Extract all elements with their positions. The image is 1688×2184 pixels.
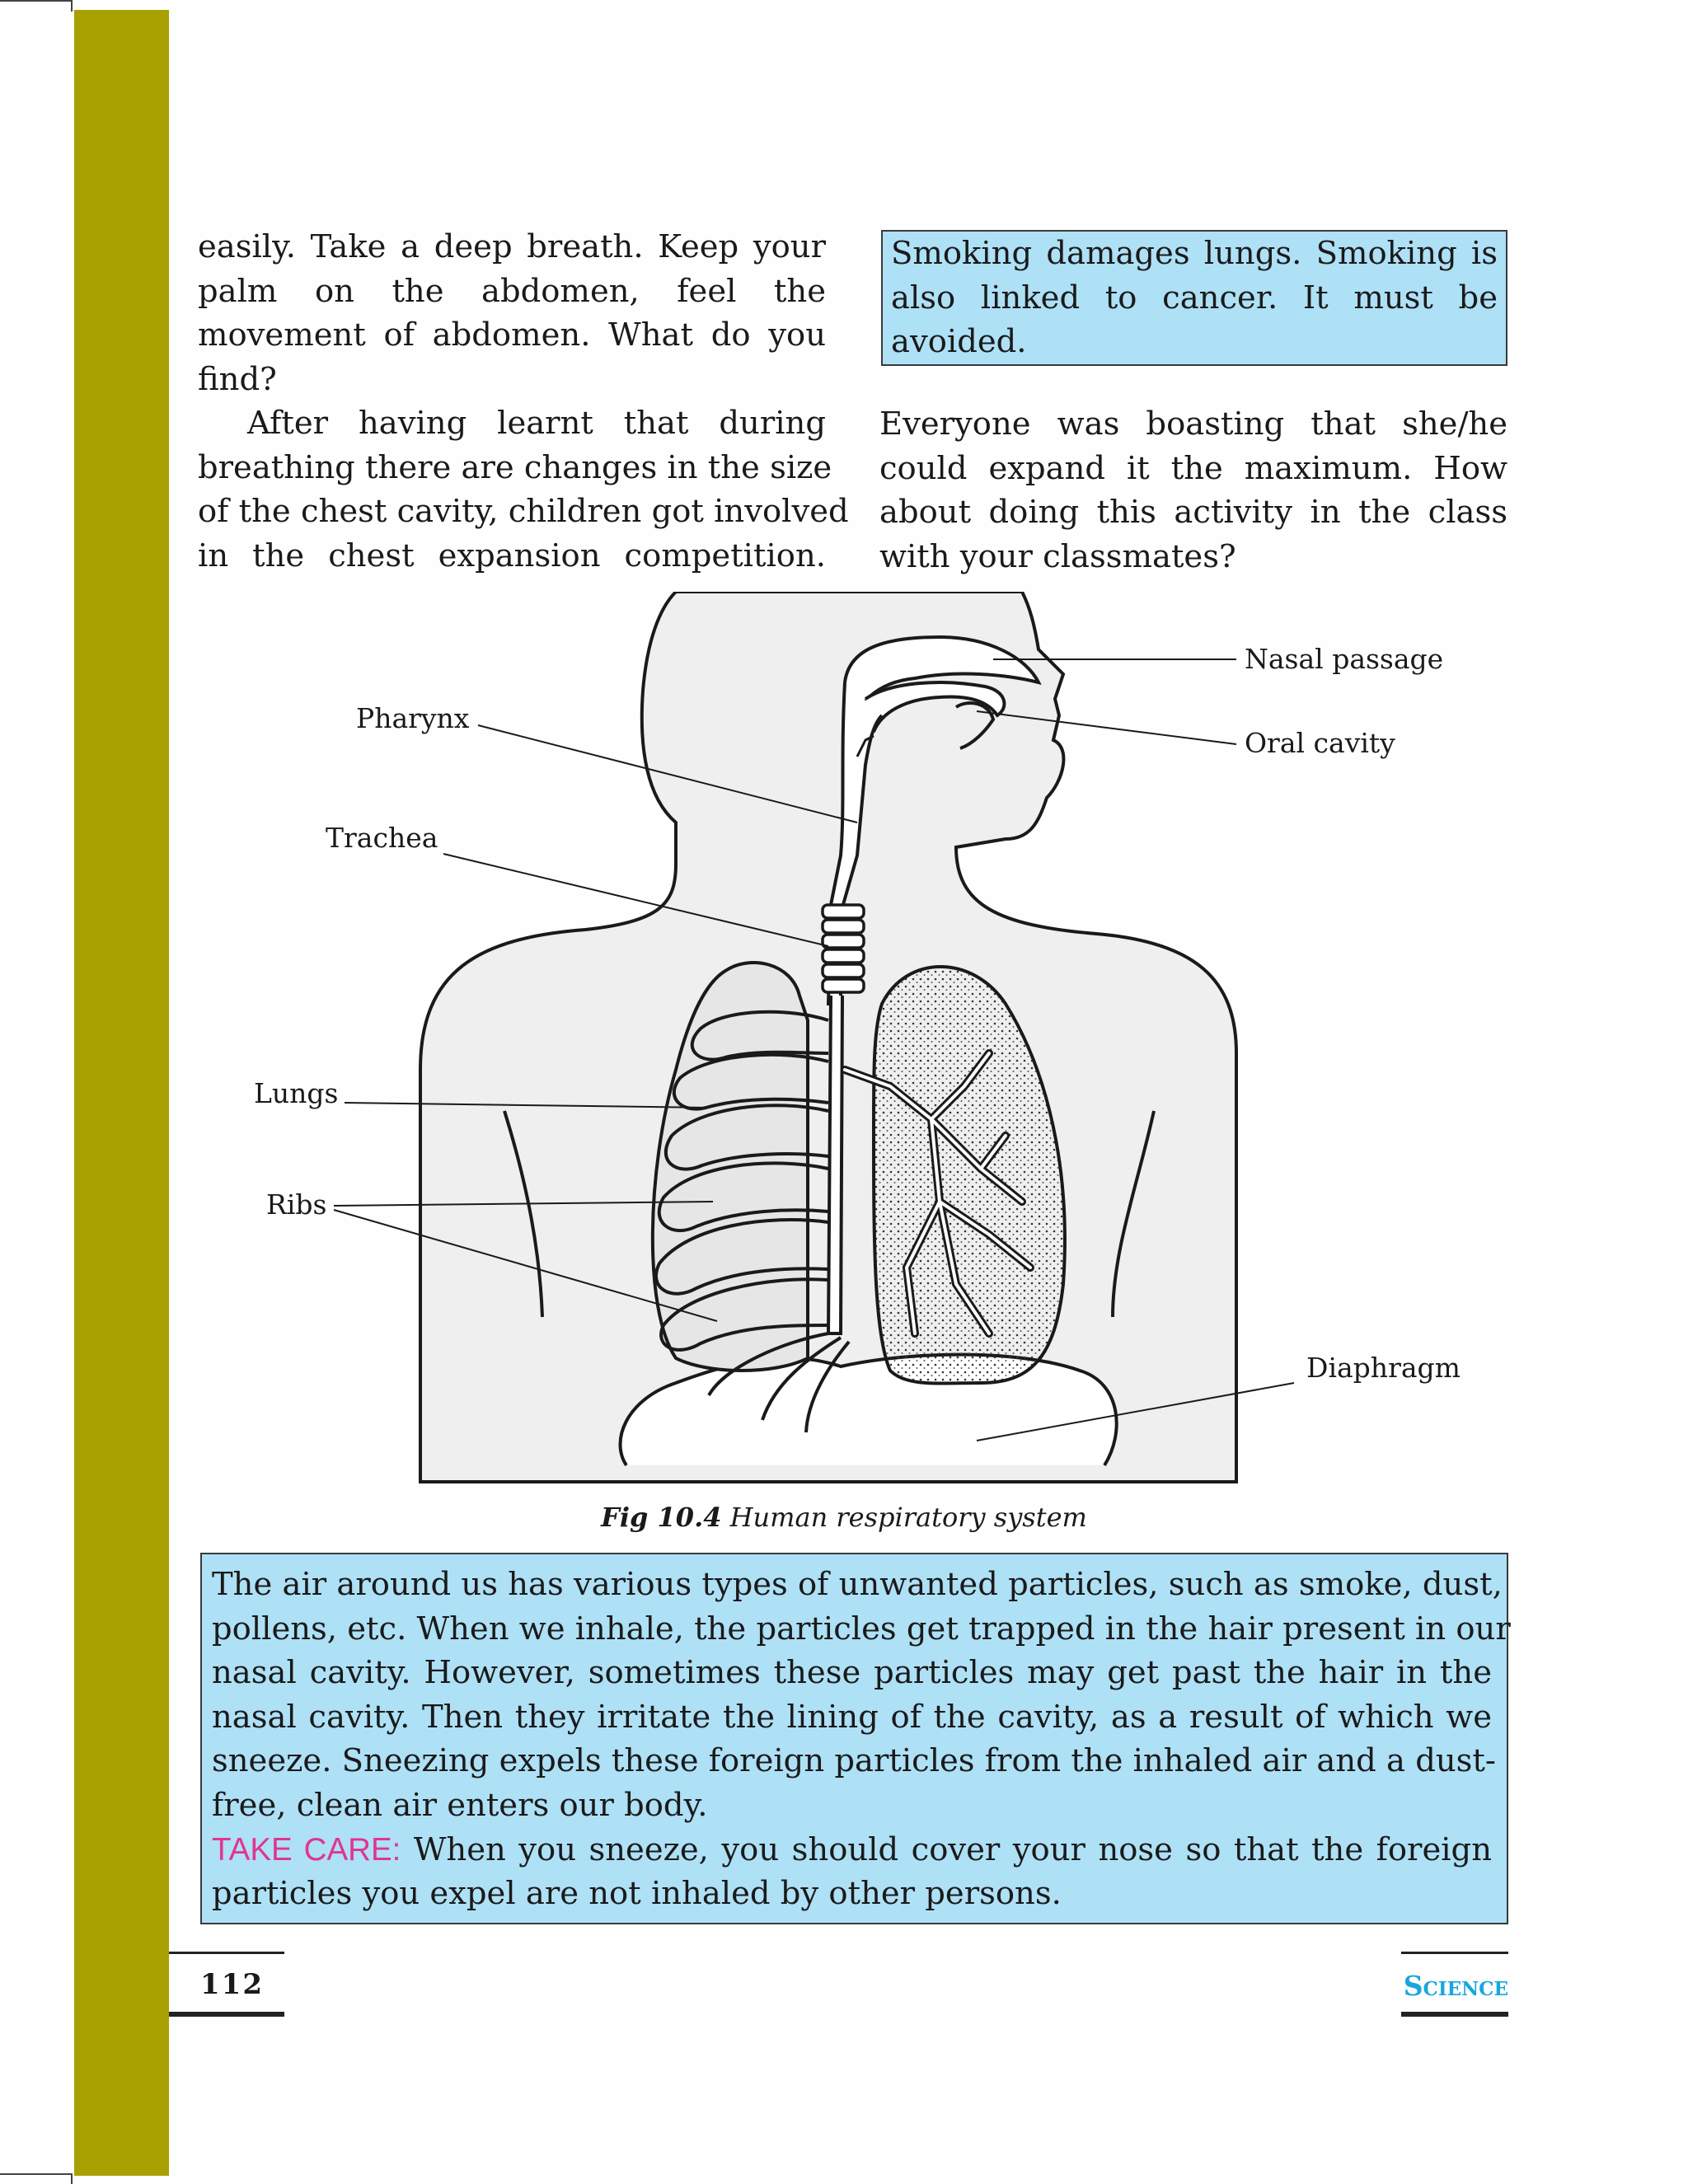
trachea-rings [823,905,864,992]
footer-rule-top-right [1401,1952,1508,1954]
label-diaphragm: Diaphragm [1306,1352,1461,1384]
label-oral-cavity: Oral cavity [1245,727,1395,759]
text-line: could expand it the maximum. How [879,449,1507,487]
figure-caption [0,1502,1688,1533]
paragraph [198,401,849,578]
text-line: about doing this activity in the class [879,494,1507,531]
text-line: Smoking damages lungs. Smoking is [891,235,1498,272]
left-column [198,225,849,578]
page-number: 112 [200,1968,264,2001]
label-nasal-passage: Nasal passage [1245,643,1444,675]
text-line: easily. Take a deep breath. Keep your [198,228,826,265]
footer-rule-top-left [169,1952,284,1954]
figure-caption-text: Human respiratory system [721,1502,1087,1533]
label-pharynx: Pharynx [356,702,470,734]
text-line: palm on the abdomen, feel the [198,272,826,310]
side-color-bar [74,10,169,2176]
body-silhouette [420,592,1236,1482]
paragraph [198,225,826,401]
text-line: nasal cavity. Then they irritate the lining of the cavity, as a result of which we [212,1698,1492,1736]
text-line: pollens, etc. When we inhale, the particles get trapped in the hair present in our [212,1610,1511,1647]
text-line: free, clean air enters our body. [212,1786,708,1824]
text-line: breathing there are changes in the size [198,448,832,486]
figure-number: Fig 10.4 [601,1502,722,1533]
footer-rule-bottom-right [1401,2012,1508,2017]
text-line: Everyone was boasting that she/he [879,405,1507,443]
take-care-text: When you sneeze, you should cover your nose so that the foreign [401,1830,1493,1868]
label-lungs: Lungs [254,1077,339,1109]
text-line: with your classmates? [879,537,1236,575]
label-ribs: Ribs [266,1188,327,1221]
text-line: nasal cavity. However, sometimes these particles may get past the hair in the [212,1654,1492,1692]
text-line: The air around us has various types of unwanted particles, such as smoke, dust, [212,1566,1503,1603]
text-line: of the chest cavity, children got involved [198,493,849,530]
footer-rule-bottom-left [169,2012,284,2017]
crop-mark [71,0,73,12]
paragraph [879,402,1507,579]
text-line: sneeze. Sneezing expels these foreign particles from the inhaled air and a dust- [212,1742,1496,1780]
text-line: in the chest expansion competition. [198,537,826,574]
text-line: avoided. [891,323,1027,360]
right-column [879,402,1507,579]
take-care-label: TAKE CARE: [212,1831,401,1868]
subject-name: Science [1403,1970,1508,2002]
text-line: also linked to cancer. It must be [891,279,1498,316]
crop-mark [0,2173,71,2175]
crop-mark [71,2173,73,2184]
smoking-note-box [881,230,1507,366]
text-line: After having learnt that during [247,405,826,442]
text-line: particles you expel are not inhaled by other persons. [212,1875,1062,1913]
take-care-line [212,1828,1492,1872]
text-line: find? [198,360,277,398]
sneeze-info-box [200,1553,1511,1924]
text-line: movement of abdomen. What do you [198,316,826,354]
label-trachea: Trachea [326,822,438,854]
respiratory-figure [214,592,1492,1486]
crop-mark [0,0,71,2]
